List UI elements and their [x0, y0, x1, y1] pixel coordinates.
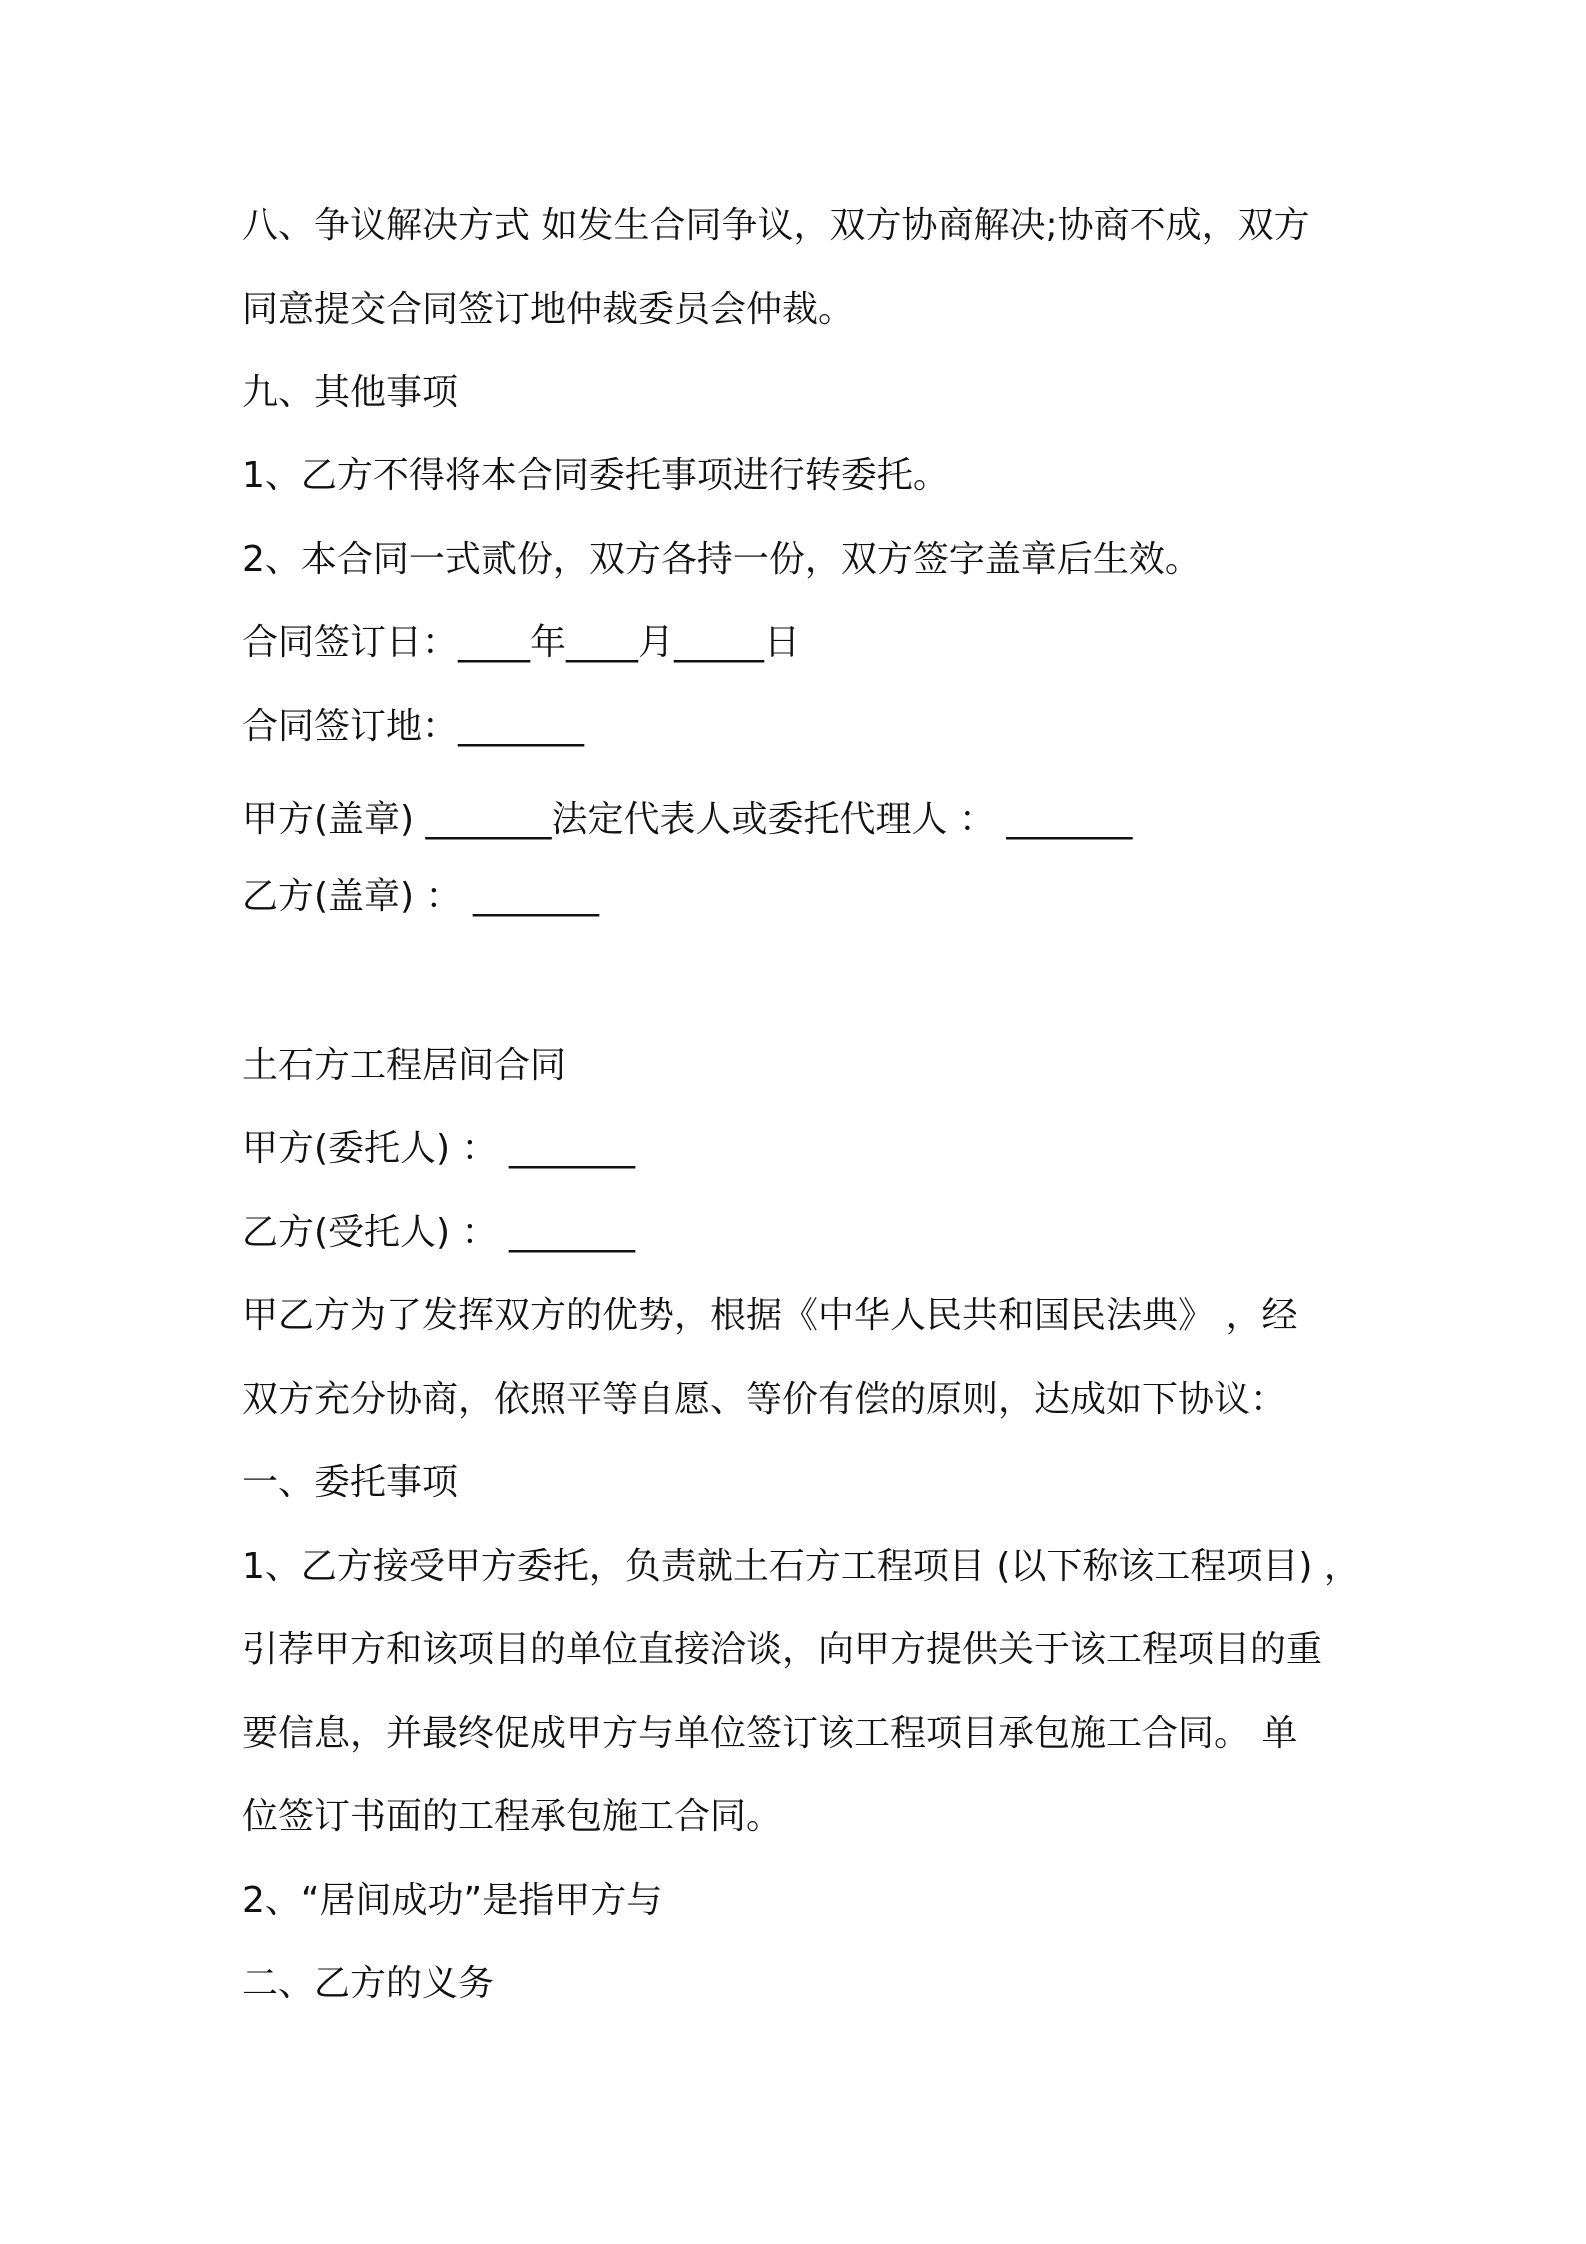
clause-8-line-2: 同意提交合同签订地仲裁委员会仲裁。	[242, 289, 855, 330]
signing-place: 合同签订地：_______	[242, 706, 585, 747]
section-1-item-1-line-3: 要信息，并最终促成甲方与单位签订该工程项目承包施工合同。 单	[242, 1713, 1298, 1754]
signing-date: 合同签订日：____年____月_____日	[242, 622, 801, 663]
section-1-heading: 一、委托事项	[242, 1462, 459, 1503]
party-a-client: 甲方(委托人) ： _______	[242, 1128, 635, 1169]
section-1-item-1-line-2: 引荐甲方和该项目的单位直接洽谈，向甲方提供关于该工程项目的重	[242, 1629, 1323, 1670]
clause-8-line-1: 八、争议解决方式 如发生合同争议，双方协商解决;协商不成，双方	[242, 205, 1310, 246]
section-2-heading: 二、乙方的义务	[242, 1963, 495, 2004]
preamble-line-2: 双方充分协商，依照平等自愿、等价有偿的原则，达成如下协议：	[242, 1379, 1287, 1420]
preamble-line-1: 甲乙方为了发挥双方的优势，根据《中华人民共和国民法典》 ，经	[242, 1295, 1298, 1336]
contract-title: 土石方工程居间合同	[242, 1045, 567, 1086]
clause-9-heading: 九、其他事项	[242, 372, 459, 413]
section-1-item-1-line-4: 位签订书面的工程承包施工合同。	[242, 1796, 783, 1837]
party-b-seal: 乙方(盖章) ： _______	[242, 876, 599, 917]
clause-9-item-1: 1、乙方不得将本合同委托事项进行转委托。	[242, 455, 949, 496]
clause-9-item-2: 2、本合同一式贰份，双方各持一份，双方签字盖章后生效。	[242, 539, 1201, 580]
party-a-seal: 甲方(盖章) _______法定代表人或委托代理人 ： _______	[242, 799, 1133, 840]
section-1-item-1-line-1: 1、乙方接受甲方委托，负责就土石方工程项目 (以下称该工程项目) ，	[242, 1546, 1360, 1587]
section-1-item-2: 2、“居间成功”是指甲方与	[242, 1880, 663, 1921]
party-b-agent: 乙方(受托人) ： _______	[242, 1212, 635, 1253]
